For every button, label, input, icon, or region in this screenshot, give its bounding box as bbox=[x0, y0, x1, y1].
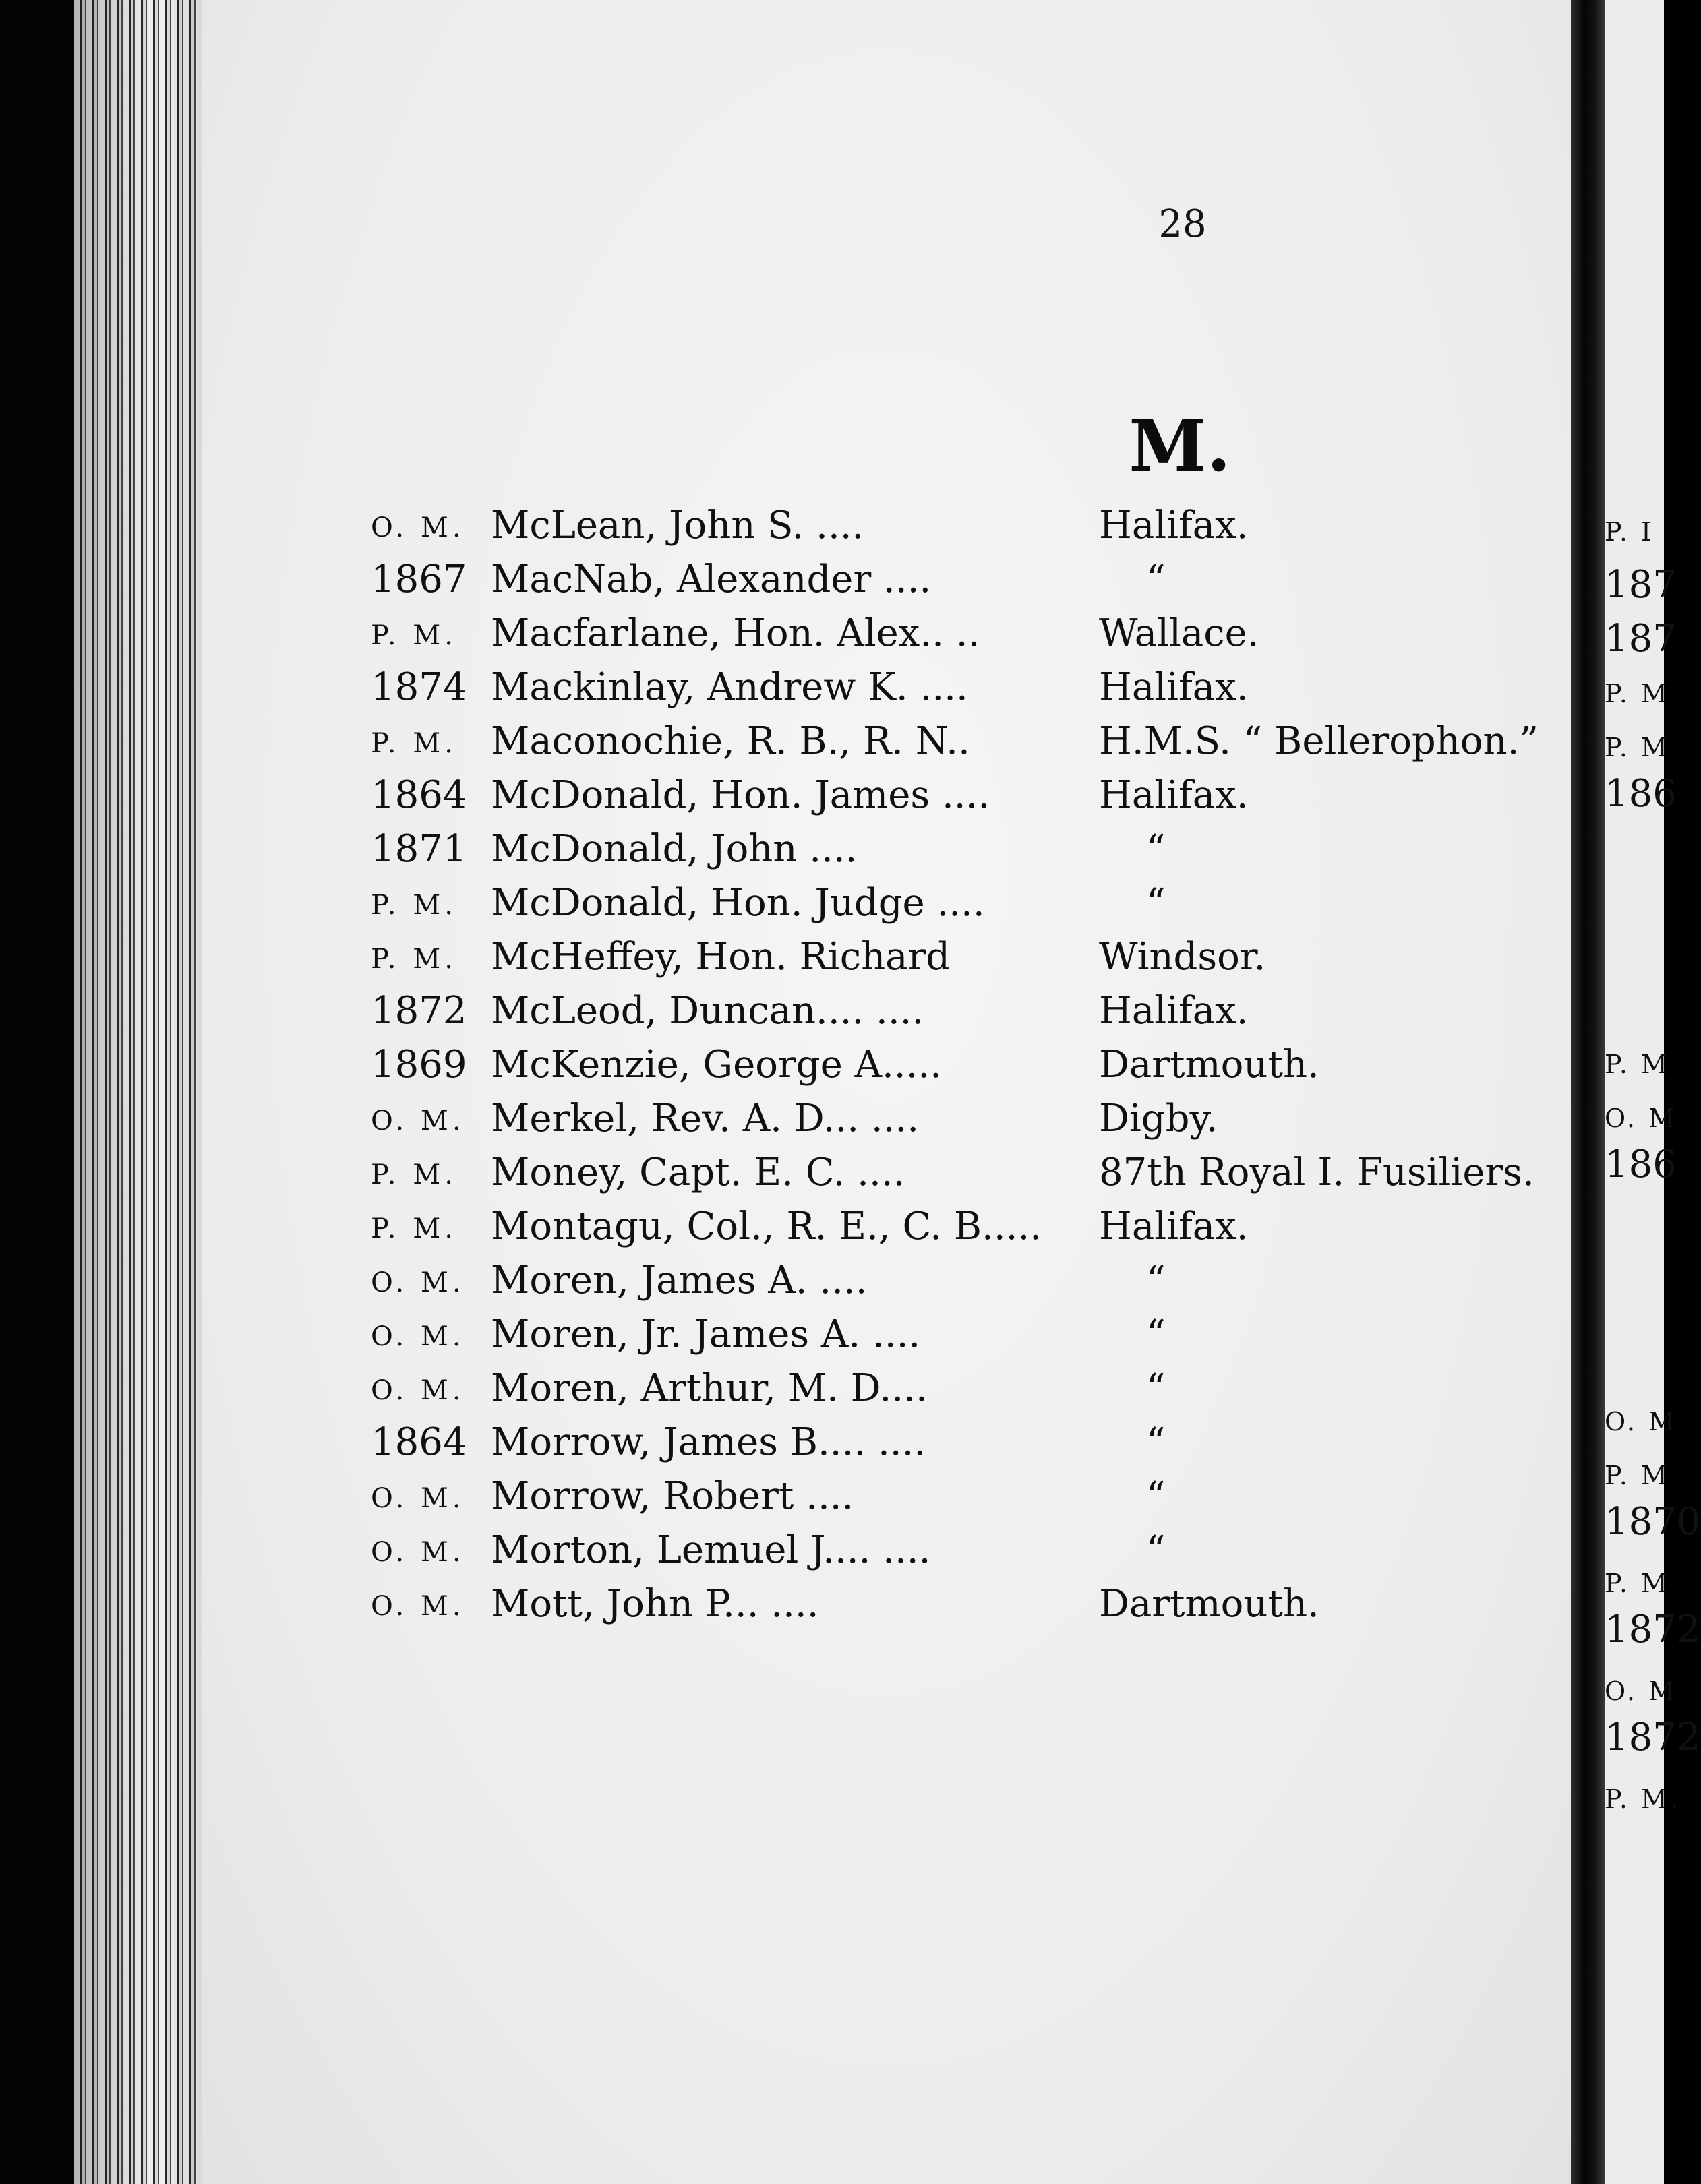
entry-name: McDonald, Hon. James .... bbox=[491, 773, 990, 817]
entry-name: Macfarlane, Hon. Alex.. .. bbox=[491, 611, 980, 655]
list-item bbox=[371, 1577, 1571, 1631]
entry-mark: 1871 bbox=[371, 827, 467, 871]
next-page-text: P. M bbox=[1605, 733, 1670, 762]
entry-mark: O. M. bbox=[371, 1591, 465, 1622]
next-page-text: P. I bbox=[1605, 517, 1654, 547]
entry-name: Moren, Jr. James A. .... bbox=[491, 1312, 921, 1356]
scan-border-left bbox=[0, 0, 74, 2184]
entry-place: 87th Royal I. Fusiliers. bbox=[1099, 1151, 1534, 1194]
list-item bbox=[371, 1038, 1571, 1092]
book-gutter bbox=[1571, 0, 1605, 2184]
next-page-text: O. M bbox=[1605, 1103, 1677, 1133]
entry-mark: O. M. bbox=[371, 512, 465, 543]
entry-place: “ bbox=[1146, 1258, 1166, 1302]
list-item bbox=[371, 661, 1571, 715]
next-page-text: 187 bbox=[1605, 563, 1677, 607]
next-page-text: 186 bbox=[1605, 772, 1677, 816]
next-page-text: 186 bbox=[1605, 1143, 1677, 1186]
list-item bbox=[371, 984, 1571, 1038]
entry-name: McDonald, John .... bbox=[491, 827, 858, 871]
entry-mark: O. M. bbox=[371, 1267, 465, 1298]
next-page-text: 187 bbox=[1605, 617, 1677, 661]
entry-name: McHeffey, Hon. Richard bbox=[491, 935, 951, 979]
entry-place: Windsor. bbox=[1099, 935, 1266, 979]
entry-mark: P. M. bbox=[371, 728, 457, 759]
list-item bbox=[371, 822, 1571, 876]
entry-name: Merkel, Rev. A. D... .... bbox=[491, 1097, 920, 1141]
next-page-text: P. M. bbox=[1605, 1784, 1681, 1814]
list-item bbox=[371, 607, 1571, 661]
entry-name: McLeod, Duncan.... .... bbox=[491, 989, 924, 1033]
list-item bbox=[371, 1254, 1571, 1308]
list-item bbox=[371, 1146, 1571, 1200]
entry-mark: O. M. bbox=[371, 1375, 465, 1406]
list-item bbox=[371, 499, 1571, 553]
list-item bbox=[371, 768, 1571, 822]
entry-mark: P. M. bbox=[371, 1213, 457, 1244]
section-letter-heading: M. bbox=[1129, 404, 1231, 487]
next-page-text: O. M bbox=[1605, 1407, 1677, 1436]
entry-place: “ bbox=[1146, 1366, 1166, 1410]
entry-name: Moren, Arthur, M. D.... bbox=[491, 1366, 928, 1410]
entry-place: “ bbox=[1146, 1528, 1166, 1572]
next-page-text: 1872 bbox=[1605, 1608, 1701, 1651]
entry-mark: 1874 bbox=[371, 665, 467, 709]
entry-place: Wallace. bbox=[1099, 611, 1259, 655]
list-item bbox=[371, 1362, 1571, 1416]
next-page-text: 1872 bbox=[1605, 1716, 1701, 1759]
list-item bbox=[371, 876, 1571, 930]
list-item bbox=[371, 1416, 1571, 1469]
next-page-text: P. M bbox=[1605, 679, 1670, 708]
next-page-text: P. M bbox=[1605, 1461, 1670, 1490]
entry-place: Dartmouth. bbox=[1099, 1582, 1319, 1626]
entry-place: “ bbox=[1146, 557, 1166, 601]
entry-mark: P. M. bbox=[371, 1159, 457, 1190]
entry-place: “ bbox=[1146, 827, 1166, 871]
list-item bbox=[371, 930, 1571, 984]
entry-mark: P. M. bbox=[371, 944, 457, 975]
page-edges bbox=[74, 0, 209, 2184]
entry-mark: 1867 bbox=[371, 557, 467, 601]
entry-place: Halifax. bbox=[1099, 665, 1249, 709]
entry-place: H.M.S. “ Bellerophon.” bbox=[1099, 719, 1539, 763]
next-page-text: P. M bbox=[1605, 1050, 1670, 1079]
entry-mark: 1869 bbox=[371, 1043, 467, 1087]
list-item bbox=[371, 1308, 1571, 1362]
entry-name: MacNab, Alexander .... bbox=[491, 557, 932, 601]
next-page-text: P. M bbox=[1605, 1569, 1670, 1598]
list-item bbox=[371, 1200, 1571, 1254]
next-page-text: 1870 bbox=[1605, 1500, 1701, 1544]
entry-name: Morrow, James B.... .... bbox=[491, 1420, 926, 1464]
entry-name: Moren, James A. .... bbox=[491, 1258, 868, 1302]
entry-place: Halifax. bbox=[1099, 773, 1249, 817]
member-list bbox=[371, 499, 1571, 1631]
entry-mark: O. M. bbox=[371, 1483, 465, 1514]
entry-name: Mott, John P... .... bbox=[491, 1582, 819, 1626]
entry-name: Money, Capt. E. C. .... bbox=[491, 1151, 905, 1194]
entry-mark: P. M. bbox=[371, 620, 457, 651]
list-item bbox=[371, 1469, 1571, 1523]
entry-place: “ bbox=[1146, 1420, 1166, 1464]
entry-name: Morton, Lemuel J.... .... bbox=[491, 1528, 931, 1572]
entry-place: “ bbox=[1146, 881, 1166, 925]
list-item bbox=[371, 715, 1571, 768]
entry-name: McLean, John S. .... bbox=[491, 504, 864, 547]
entry-place: Digby. bbox=[1099, 1097, 1218, 1141]
entry-mark: O. M. bbox=[371, 1321, 465, 1352]
entry-place: Halifax. bbox=[1099, 989, 1249, 1033]
entry-mark: O. M. bbox=[371, 1537, 465, 1568]
entry-name: Montagu, Col., R. E., C. B..... bbox=[491, 1205, 1042, 1248]
list-item bbox=[371, 1092, 1571, 1146]
page-number: 28 bbox=[1158, 202, 1207, 246]
entry-place: Dartmouth. bbox=[1099, 1043, 1319, 1087]
entry-name: McKenzie, George A..... bbox=[491, 1043, 942, 1087]
entry-place: “ bbox=[1146, 1312, 1166, 1356]
entry-name: Morrow, Robert .... bbox=[491, 1474, 854, 1518]
entry-mark: 1864 bbox=[371, 773, 467, 817]
entry-mark: 1872 bbox=[371, 989, 467, 1033]
entry-mark: P. M. bbox=[371, 890, 457, 921]
entry-name: Mackinlay, Andrew K. .... bbox=[491, 665, 968, 709]
list-item bbox=[371, 1523, 1571, 1577]
entry-name: McDonald, Hon. Judge .... bbox=[491, 881, 985, 925]
next-page-text: O. M bbox=[1605, 1676, 1677, 1706]
entry-name: Maconochie, R. B., R. N.. bbox=[491, 719, 970, 763]
entry-mark: O. M. bbox=[371, 1105, 465, 1136]
entry-place: “ bbox=[1146, 1474, 1166, 1518]
entry-place: Halifax. bbox=[1099, 504, 1249, 547]
entry-mark: 1864 bbox=[371, 1420, 467, 1464]
next-page-fragment bbox=[1605, 0, 1701, 2184]
entry-place: Halifax. bbox=[1099, 1205, 1249, 1248]
list-item bbox=[371, 553, 1571, 607]
